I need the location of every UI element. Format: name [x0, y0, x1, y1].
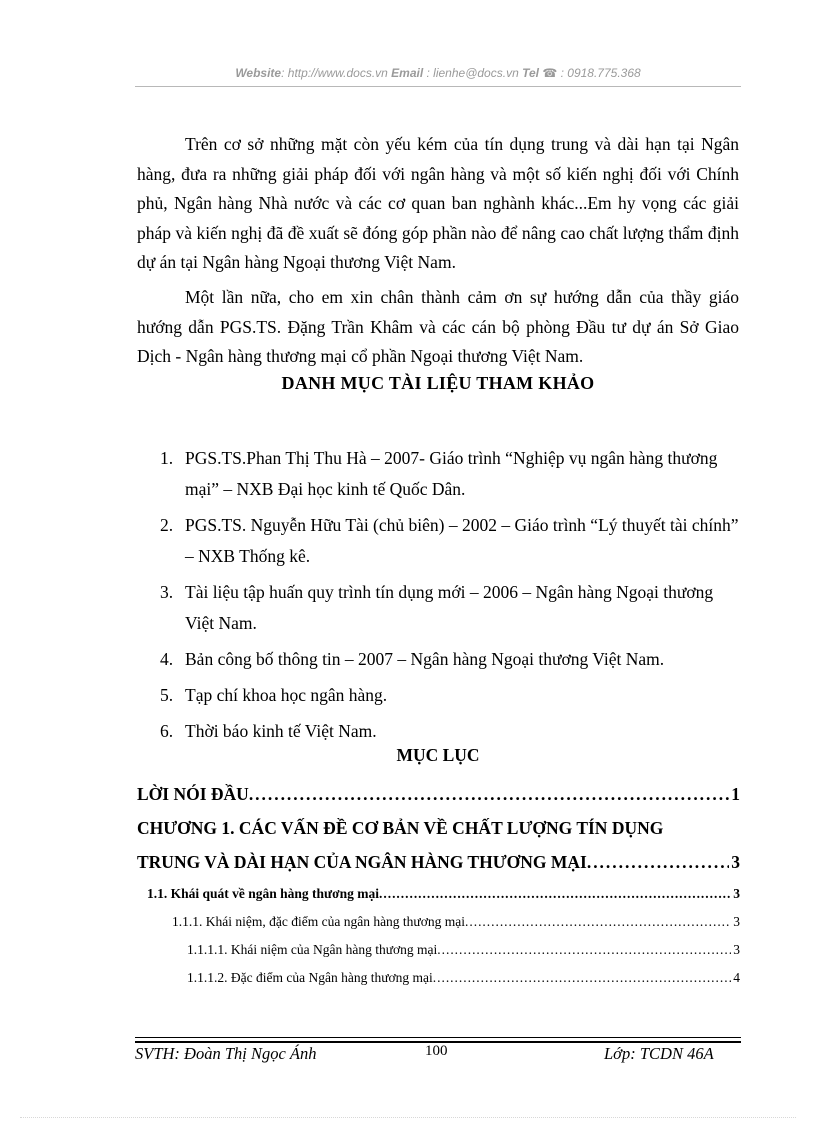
reference-number: 2. [160, 515, 174, 535]
references-title: DANH MỤC TÀI LIỆU THAM KHẢO [281, 373, 595, 393]
page-bottom-border [20, 1117, 796, 1118]
footer-author: SVTH: Đoàn Thị Ngọc Ánh [135, 1044, 317, 1063]
reference-text: Tạp chí khoa học ngân hàng. [185, 685, 388, 705]
toc-entry-label: 1.1.1. Khái niệm, đặc điểm của ngân hàng thương mại [172, 914, 466, 929]
reference-text: Bản công bố thông tin – 2007 – Ngân hàng Ngoại thương Việt Nam. [185, 649, 665, 669]
reference-item [160, 716, 740, 747]
table-of-contents [137, 784, 740, 998]
toc-page-number: 4 [733, 970, 740, 985]
reference-text: Tài liệu tập huấn quy trình tín dụng mới – 2006 – Ngân hàng Ngoại thương Việt Nam. [185, 582, 714, 633]
tel-value: ☎ : 0918.775.368 [538, 66, 641, 80]
tel-label: Tel [522, 66, 539, 80]
toc-dot-leader [249, 784, 729, 805]
toc-page-number: 1 [731, 784, 740, 804]
toc-entry-label: 1.1.1.2. Đặc điểm của Ngân hàng thương mại [187, 970, 433, 985]
toc-dot-leader [437, 942, 731, 958]
toc-entry-label: LỜI NÓI ĐẦU [137, 784, 249, 804]
reference-number: 4. [160, 649, 174, 669]
toc-page-number: 3 [733, 914, 740, 929]
footer-page-number: 100 [425, 1043, 448, 1059]
toc-entry-chuong-1-line1[interactable]: CHƯƠNG 1. CÁC VẤN ĐỀ CƠ BẢN VỀ CHẤT LƯỢNG TÍN DỤNG [137, 818, 664, 838]
website-label: Website [235, 66, 282, 80]
email-value[interactable]: : lienhe@docs.vn [423, 66, 523, 80]
toc-page-number: 3 [731, 852, 740, 872]
reference-text: PGS.TS. Nguyễn Hữu Tài (chủ biên) – 2002 – Giáo trình “Lý thuyết tài chính” – NXB Thống kê. [185, 515, 739, 566]
toc-dot-leader [433, 970, 731, 986]
toc-entry-1-1-1[interactable] [137, 914, 740, 942]
toc-entry-chuong-1[interactable] [137, 852, 740, 886]
reference-number: 1. [160, 448, 174, 468]
reference-item [160, 443, 740, 505]
closing-paragraph-1: Trên cơ sở những mặt còn yếu kém của tín dụng trung và dài hạn tại Ngân hàng, đưa ra những giải pháp đối với ngân hàng và một số kiến nghị đối với Chính phủ, Ngân hàng Nhà nước và các cơ quan ban nghành khác...Em hy vọng các giải pháp và kiến nghị đã đề xuất sẽ đóng góp phần nào để nâng cao chất lượng thẩm định dự án tại Ngân hàng Ngoại thương Việt Nam. [137, 134, 739, 272]
footer-divider-thin [135, 1037, 741, 1038]
header-divider [135, 86, 741, 87]
website-value[interactable]: : http://www.docs.vn [281, 66, 392, 80]
toc-page-number: 3 [733, 886, 740, 901]
reference-item [160, 577, 740, 639]
toc-dot-leader [587, 852, 729, 873]
reference-item [160, 644, 740, 675]
toc-dot-leader [379, 886, 731, 902]
reference-text: Thời báo kinh tế Việt Nam. [185, 721, 377, 741]
toc-entry-label: 1.1. Khái quát về ngân hàng thương mại [147, 886, 380, 901]
reference-item [160, 510, 740, 572]
footer-class: Lớp: TCDN 46A [604, 1044, 714, 1063]
reference-number: 6. [160, 721, 174, 741]
reference-number: 5. [160, 685, 174, 705]
closing-paragraph-2: Một lần nữa, cho em xin chân thành cảm ơn sự hướng dẫn của thầy giáo hướng dẫn PGS.TS. Đặng Trần Khâm và các cán bộ phòng Đầu tư dự án Sở Giao Dịch - Ngân hàng thương mại cổ phần Ngoại thương Việt Nam. [137, 287, 739, 366]
toc-dot-leader [465, 914, 731, 930]
reference-text: PGS.TS.Phan Thị Thu Hà – 2007- Giáo trình “Nghiệp vụ ngân hàng thương mại” – NXB Đại học kinh tế Quốc Dân. [185, 448, 718, 499]
reference-number: 3. [160, 582, 174, 602]
toc-entry-1-1-1-2[interactable] [137, 970, 740, 998]
toc-entry-loi-noi-dau[interactable] [137, 784, 740, 818]
email-label: Email [391, 66, 424, 80]
toc-title: MỤC LỤC [396, 745, 480, 765]
toc-entry-label: TRUNG VÀ DÀI HẠN CỦA NGÂN HÀNG THƯƠNG MẠI [137, 852, 587, 872]
toc-page-number: 3 [733, 942, 740, 957]
toc-entry-1-1[interactable] [137, 886, 740, 914]
reference-item [160, 680, 740, 711]
page-header [135, 66, 741, 80]
toc-entry-1-1-1-1[interactable] [137, 942, 740, 970]
references-list [160, 443, 740, 747]
toc-entry-label: 1.1.1.1. Khái niệm của Ngân hàng thương mại [187, 942, 438, 957]
